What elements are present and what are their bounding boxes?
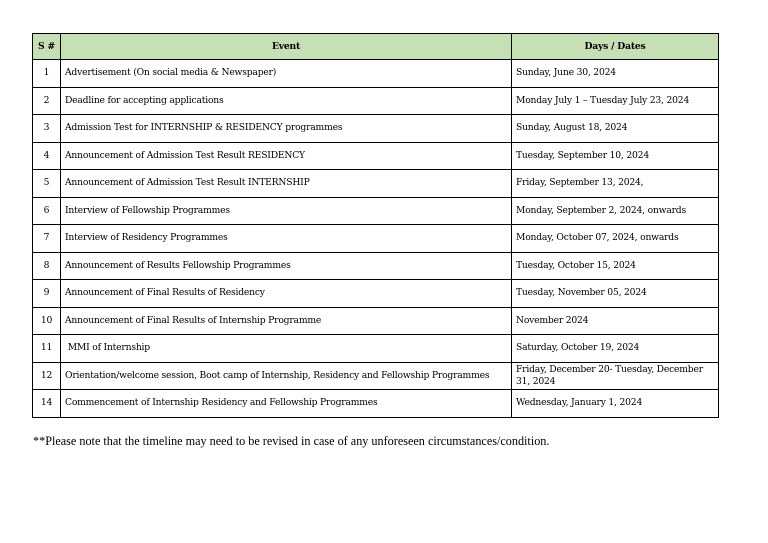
table-row (33, 87, 719, 115)
row-date: Tuesday, September 10, 2024 (512, 142, 719, 170)
row-serial-number: 10 (33, 307, 61, 335)
row-serial-number: 4 (33, 142, 61, 170)
timeline-note: **Please note that the timeline may need to be revised in case of any unforeseen circumstances/condition. (33, 434, 550, 448)
row-event: Interview of Fellowship Programmes (61, 197, 512, 225)
row-date: Monday, October 07, 2024, onwards (512, 225, 719, 253)
row-serial-number: 7 (33, 225, 61, 253)
row-date: Monday July 1 – Tuesday July 23, 2024 (512, 87, 719, 115)
row-event: Commencement of Internship Residency and Fellowship Programmes (61, 390, 512, 418)
row-date: Wednesday, January 1, 2024 (512, 390, 719, 418)
row-date: Sunday, August 18, 2024 (512, 115, 719, 143)
row-serial-number: 8 (33, 252, 61, 280)
row-serial-number: 3 (33, 115, 61, 143)
table-row (33, 335, 719, 363)
header-row (33, 34, 719, 60)
table-row (33, 170, 719, 198)
row-event: Advertisement (On social media & Newspaper) (61, 60, 512, 88)
row-event: Announcement of Results Fellowship Programmes (61, 252, 512, 280)
table-row (33, 142, 719, 170)
row-serial-number: 12 (33, 362, 61, 390)
table-row (33, 60, 719, 88)
row-date: Tuesday, November 05, 2024 (512, 280, 719, 308)
table-row (33, 197, 719, 225)
row-date: Saturday, October 19, 2024 (512, 335, 719, 363)
row-serial-number: 11 (33, 335, 61, 363)
table-row (33, 225, 719, 253)
row-serial-number: 1 (33, 60, 61, 88)
row-event: MMI of Internship (61, 335, 512, 363)
row-event: Announcement of Final Results of Internship Programme (61, 307, 512, 335)
row-date: Sunday, June 30, 2024 (512, 60, 719, 88)
row-date: November 2024 (512, 307, 719, 335)
row-event: Deadline for accepting applications (61, 87, 512, 115)
row-event: Admission Test for INTERNSHIP & RESIDENCY programmes (61, 115, 512, 143)
row-serial-number: 6 (33, 197, 61, 225)
table-row (33, 362, 719, 390)
table-row (33, 390, 719, 418)
row-date: Tuesday, October 15, 2024 (512, 252, 719, 280)
row-event: Announcement of Admission Test Result INTERNSHIP (61, 170, 512, 198)
schedule-table (32, 33, 719, 418)
row-serial-number: 9 (33, 280, 61, 308)
row-event: Orientation/welcome session, Boot camp of Internship, Residency and Fellowship Programmes (61, 362, 512, 390)
row-date: Friday, December 20- Tuesday, December 31, 2024 (512, 362, 719, 390)
row-date: Monday, September 2, 2024, onwards (512, 197, 719, 225)
row-serial-number: 2 (33, 87, 61, 115)
row-serial-number: 5 (33, 170, 61, 198)
row-event: Announcement of Admission Test Result RESIDENCY (61, 142, 512, 170)
table-row (33, 252, 719, 280)
row-serial-number: 14 (33, 390, 61, 418)
row-event: Announcement of Final Results of Residency (61, 280, 512, 308)
table-row (33, 307, 719, 335)
row-date: Friday, September 13, 2024, (512, 170, 719, 198)
table-row (33, 115, 719, 143)
header-serial-number: S # (33, 34, 61, 60)
row-event: Interview of Residency Programmes (61, 225, 512, 253)
table-row (33, 280, 719, 308)
header-dates: Days / Dates (512, 34, 719, 60)
header-event: Event (61, 34, 512, 60)
